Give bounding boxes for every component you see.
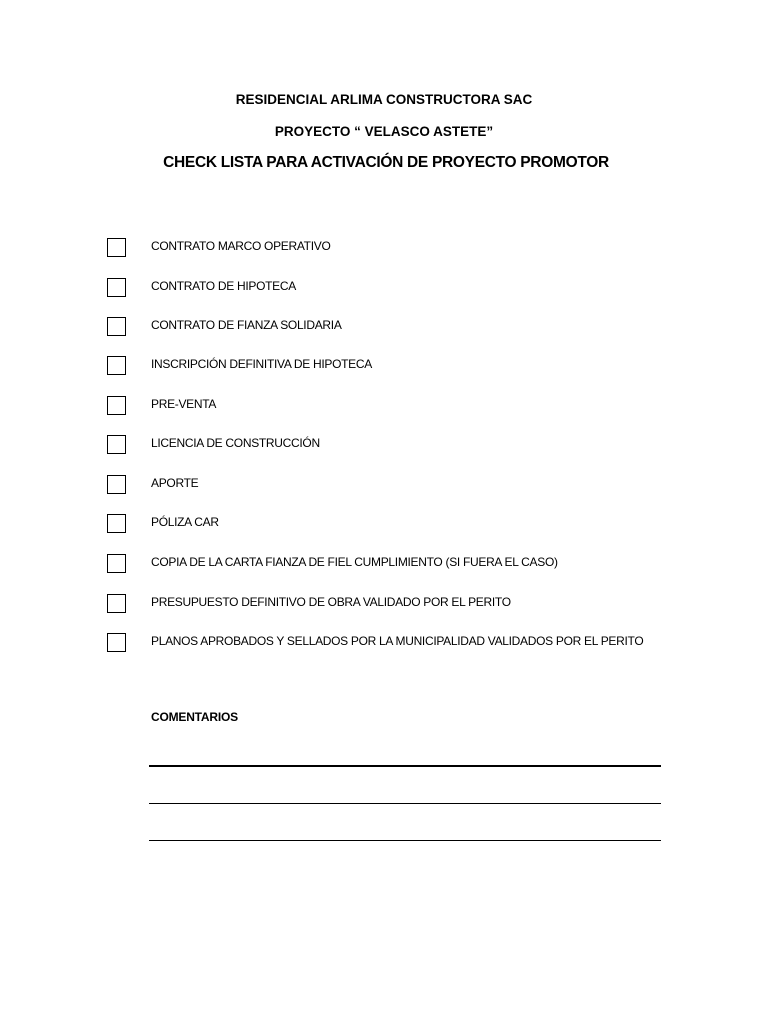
checklist-item-label: LICENCIA DE CONSTRUCCIÓN <box>151 436 320 450</box>
document-title: CHECK LISTA PARA ACTIVACIÓN DE PROYECTO PROMOTOR <box>163 154 609 171</box>
checkbox[interactable] <box>107 514 126 533</box>
checklist-item <box>0 317 768 341</box>
comment-line[interactable] <box>149 803 661 804</box>
checklist-item <box>0 554 768 578</box>
checkbox[interactable] <box>107 554 126 573</box>
checkbox[interactable] <box>107 435 126 454</box>
comments-label: COMENTARIOS <box>151 710 238 724</box>
checkbox[interactable] <box>107 475 126 494</box>
checklist-item-label: PLANOS APROBADOS Y SELLADOS POR LA MUNICIPALIDAD VALIDADOS POR EL PERITO <box>151 634 644 648</box>
checkbox[interactable] <box>107 317 126 336</box>
checklist-item-label: COPIA DE LA CARTA FIANZA DE FIEL CUMPLIMIENTO (SI FUERA EL CASO) <box>151 555 558 569</box>
checklist-item <box>0 633 768 657</box>
checklist-item <box>0 356 768 380</box>
checkbox[interactable] <box>107 356 126 375</box>
checklist-item <box>0 435 768 459</box>
comment-line[interactable] <box>149 840 661 841</box>
project-name: PROYECTO “ VELASCO ASTETE” <box>274 124 494 139</box>
checklist-item-label: PÓLIZA CAR <box>151 515 219 529</box>
checklist-item-label: CONTRATO DE HIPOTECA <box>151 279 296 293</box>
checklist-item <box>0 238 768 262</box>
checklist-item <box>0 594 768 618</box>
checkbox[interactable] <box>107 278 126 297</box>
checklist-item-label: APORTE <box>151 476 199 490</box>
comment-line[interactable] <box>149 765 661 767</box>
checklist-item <box>0 475 768 499</box>
checklist-item <box>0 514 768 538</box>
company-name: RESIDENCIAL ARLIMA CONSTRUCTORA SAC <box>235 92 533 107</box>
checklist-item-label: PRE-VENTA <box>151 397 217 411</box>
checklist-item-label: CONTRATO DE FIANZA SOLIDARIA <box>151 318 342 332</box>
checkbox[interactable] <box>107 594 126 613</box>
checklist-item-label: PRESUPUESTO DEFINITIVO DE OBRA VALIDADO POR EL PERITO <box>151 595 511 609</box>
checkbox[interactable] <box>107 396 126 415</box>
checklist-item <box>0 396 768 420</box>
checklist-item-label: INSCRIPCIÓN DEFINITIVA DE HIPOTECA <box>151 357 372 371</box>
checklist-item <box>0 278 768 302</box>
checklist-item-label: CONTRATO MARCO OPERATIVO <box>151 239 331 253</box>
checkbox[interactable] <box>107 238 126 257</box>
checkbox[interactable] <box>107 633 126 652</box>
